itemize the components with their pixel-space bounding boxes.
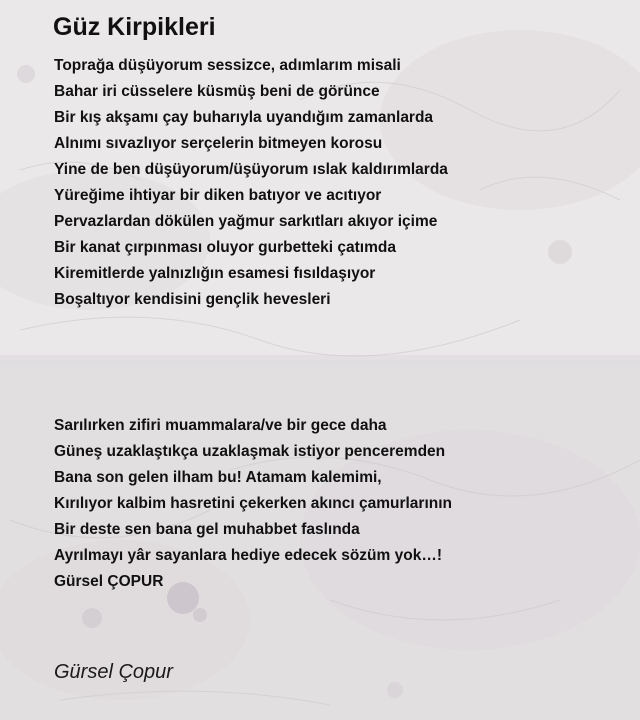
poem-line: Kırılıyor kalbim hasretini çekerken akıncı çamurlarının [54, 495, 453, 512]
poem-line: Ayrılmayı yâr sayanlara hediye edecek sözüm yok…! [54, 547, 442, 564]
poem-stanza-1 [54, 53, 448, 313]
poem-title: Güz Kirpikleri [53, 13, 216, 41]
poem-line: Bir kış akşamı çay buharıyla uyandığım zamanlarda [54, 109, 434, 126]
poem-line: Kiremitlerde yalnızlığın esamesi fısıldaşıyor [54, 265, 376, 282]
poem-line: Pervazlardan dökülen yağmur sarkıtları akıyor içime [54, 213, 438, 230]
poem-line: Bahar iri cüsselere küsmüş beni de görünce [54, 83, 380, 100]
poem-line: Güneş uzaklaştıkça uzaklaşmak istiyor penceremden [54, 443, 446, 460]
poem-line: Toprağa düşüyorum sessizce, adımlarım misali [54, 57, 401, 74]
poem-signature-line: Gürsel ÇOPUR [54, 573, 164, 590]
poem-line: Alnımı sıvazlıyor serçelerin bitmeyen korosu [54, 135, 383, 152]
poem-line: Yine de ben düşüyorum/üşüyorum ıslak kaldırımlarda [54, 161, 448, 178]
poem-line: Bir kanat çırpınması oluyor gurbetteki çatımda [54, 239, 396, 256]
poem-line: Bana son gelen ilham bu! Atamam kalemimi, [54, 469, 382, 486]
poem-line: Yüreğime ihtiyar bir diken batıyor ve acıtıyor [54, 187, 382, 204]
poem-author: Gürsel Çopur [54, 661, 173, 683]
poem-line: Sarılırken zifiri muammalara/ve bir gece daha [54, 417, 387, 434]
poem-line: Bir deste sen bana gel muhabbet faslında [54, 521, 360, 538]
poem-line: Boşaltıyor kendisini gençlik hevesleri [54, 291, 331, 308]
poem-stanza-2 [54, 413, 452, 595]
